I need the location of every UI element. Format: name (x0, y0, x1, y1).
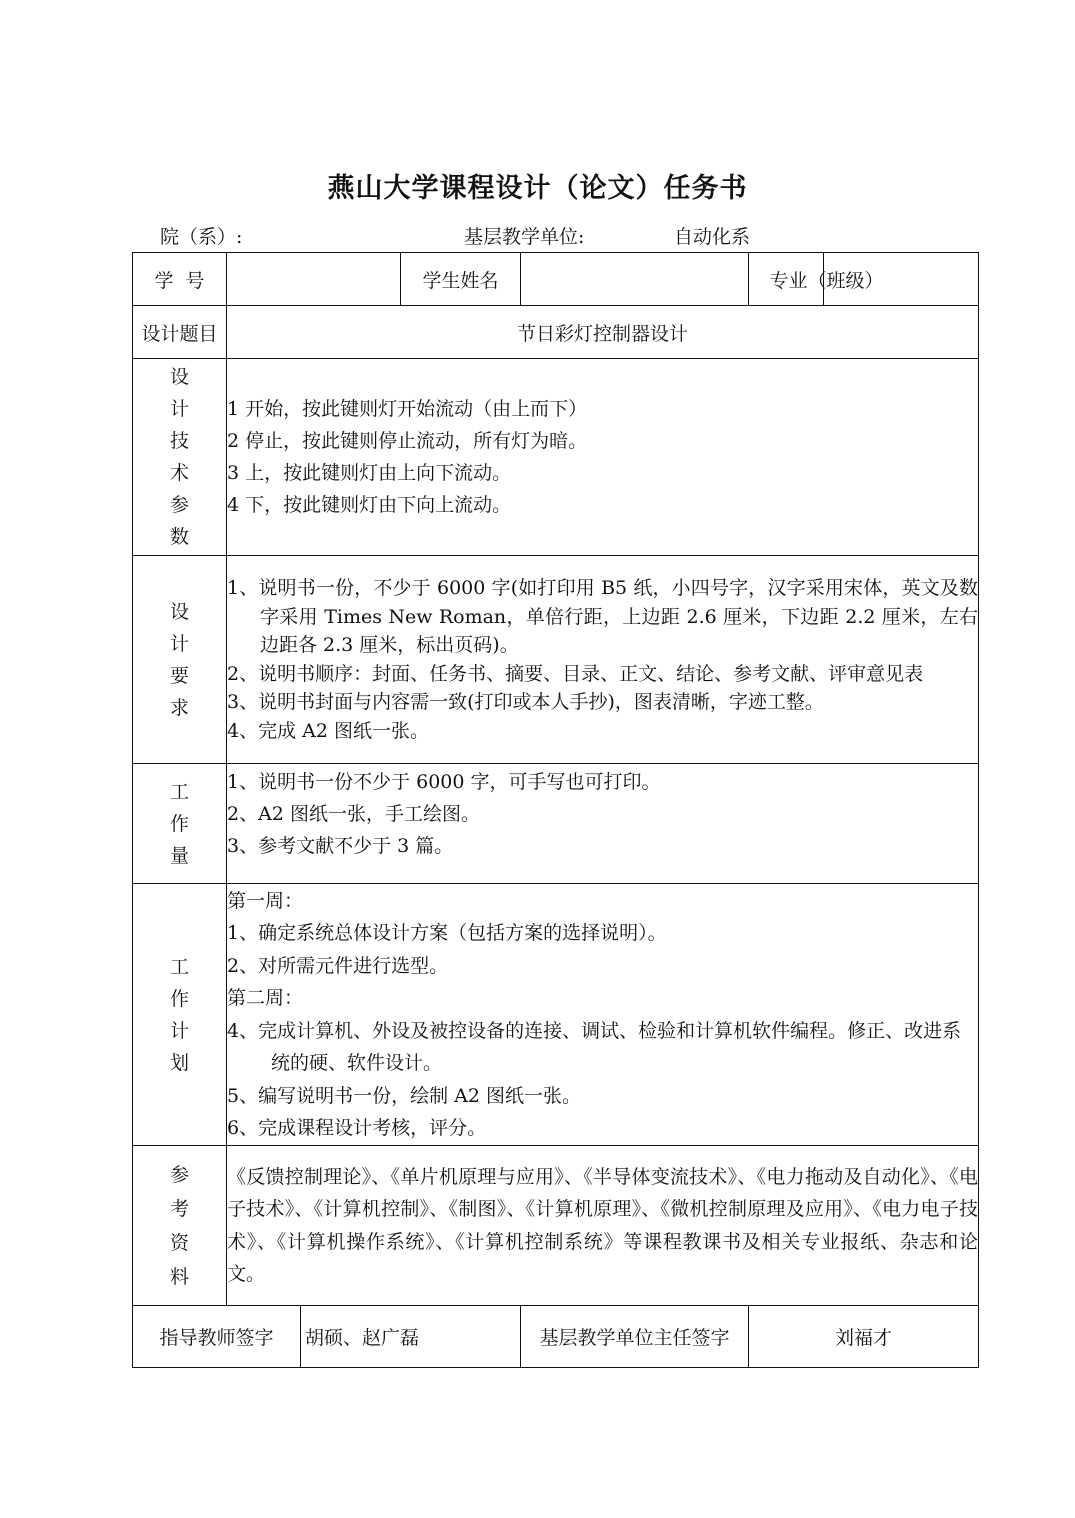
major-label-text: 专业（班级） (769, 269, 884, 292)
workload-content (227, 764, 979, 884)
tech-params-label-char: 术 (169, 462, 189, 484)
plan-label-char: 划 (169, 1051, 189, 1074)
advisor-signature-value: 胡硕、赵广磊 (301, 1306, 521, 1368)
topic-label: 设计题目 (133, 306, 227, 359)
requirements-label-char: 计 (169, 632, 189, 655)
major-label (749, 253, 884, 306)
plan-label (133, 884, 227, 1146)
director-signature-label: 基层教学单位主任签字 (521, 1306, 749, 1368)
workload-label-char: 工 (169, 780, 189, 803)
references-label-char: 参 (169, 1163, 189, 1186)
student-name-value (521, 253, 749, 306)
references-content: 《反馈控制理论》、《单片机原理与应用》、《半导体变流技术》、《电力拖动及自动化》、《电子技术》、《计算机控制》、《制图》、《计算机原理》、《微机控制原理及应用》、《电力电子技术》、《计算机操作系统》、《计算机控制系统》等课程教课书及相关专业报纸、杂志和论文。 (227, 1146, 979, 1306)
advisor-signature-label: 指导教师签字 (133, 1306, 301, 1368)
director-signature-value: 刘福才 (749, 1306, 979, 1368)
requirements-label-char: 要 (169, 664, 189, 687)
workload-row (133, 764, 979, 884)
workload-line: 1、说明书一份不少于 6000 字，可手写也可打印。 (227, 771, 661, 793)
plan-week2-heading: 第二周： (227, 987, 304, 1009)
requirements-row (133, 556, 979, 764)
requirements-label (133, 556, 227, 764)
workload-label-char: 量 (169, 844, 189, 867)
tech-param-line: 4 下，按此键则灯由下向上流动。 (227, 494, 512, 516)
student-info-row (133, 253, 979, 306)
topic-row (133, 306, 979, 359)
tech-params-label-char: 技 (169, 430, 189, 452)
references-label-char: 资 (169, 1231, 189, 1254)
plan-item: 2、对所需元件进行选型。 (227, 954, 449, 977)
plan-label-char: 计 (169, 1019, 189, 1042)
requirement-item: 1、说明书一份，不少于 6000 字(如打印用 B5 纸，小四号字，汉字采用宋体，英文及数字采用 Times New Roman，单倍行距，上边距 2.6 厘米，下边距 2.2 厘米，左右边距各 2.3 厘米，标出页码)。 (227, 577, 978, 656)
requirement-item: 2、说明书顺序：封面、任务书、摘要、目录、正文、结论、参考文献、评审意见表 (227, 662, 924, 685)
plan-item: 5、编写说明书一份，绘制 A2 图纸一张。 (227, 1084, 581, 1107)
requirements-label-char: 求 (169, 696, 189, 719)
student-name-label: 学生姓名 (401, 253, 521, 306)
workload-line: 2、A2 图纸一张，手工绘图。 (227, 803, 480, 825)
document-title: 燕山大学课程设计（论文）任务书 (327, 173, 748, 204)
plan-content (227, 884, 979, 1146)
student-id-label: 学 号 (133, 253, 227, 306)
requirement-item: 4、完成 A2 图纸一张。 (227, 719, 429, 742)
references-label-char: 考 (169, 1197, 189, 1220)
topic-value: 节日彩灯控制器设计 (227, 306, 979, 359)
requirements-label-char: 设 (169, 600, 189, 623)
plan-row (133, 884, 979, 1146)
plan-label-char: 工 (169, 955, 189, 978)
plan-item: 6、完成课程设计考核，评分。 (227, 1117, 487, 1139)
signature-row (133, 1306, 979, 1368)
requirements-content (227, 556, 979, 764)
tech-param-line: 2 停止，按此键则停止流动，所有灯为暗。 (227, 430, 588, 452)
plan-item: 1、确定系统总体设计方案（包括方案的选择说明）。 (227, 922, 667, 944)
student-id-value (227, 253, 401, 306)
college-label: 院（系）: (160, 226, 243, 248)
tech-params-label (133, 359, 227, 556)
references-label-char: 料 (169, 1265, 189, 1288)
workload-label (133, 764, 227, 884)
task-table (132, 252, 979, 1368)
tech-param-line: 1 开始，按此键则灯开始流动（由上而下） (227, 398, 588, 420)
tech-params-content (227, 359, 979, 556)
unit-label: 基层教学单位: (464, 226, 585, 248)
tech-params-label-char: 数 (169, 526, 189, 548)
plan-week1-heading: 第一周： (227, 889, 304, 912)
tech-param-line: 3 上，按此键则灯由上向下流动。 (227, 462, 512, 484)
tech-params-label-char: 计 (169, 398, 189, 420)
references-label (133, 1146, 227, 1306)
tech-params-label-char: 参 (169, 494, 189, 516)
tech-params-row (133, 359, 979, 556)
references-row (133, 1146, 979, 1306)
tech-params-label-char: 设 (169, 366, 189, 388)
plan-label-char: 作 (169, 987, 189, 1010)
workload-label-char: 作 (169, 812, 189, 835)
unit-value: 自动化系 (674, 226, 751, 248)
plan-item: 4、完成计算机、外设及被控设备的连接、调试、检验和计算机软件编程。修正、改进系统的硬、软件设计。 (227, 1019, 962, 1074)
workload-line: 3、参考文献不少于 3 篇。 (227, 835, 454, 857)
requirement-item: 3、说明书封面与内容需一致(打印或本人手抄)，图表清晰，字迹工整。 (227, 691, 824, 713)
